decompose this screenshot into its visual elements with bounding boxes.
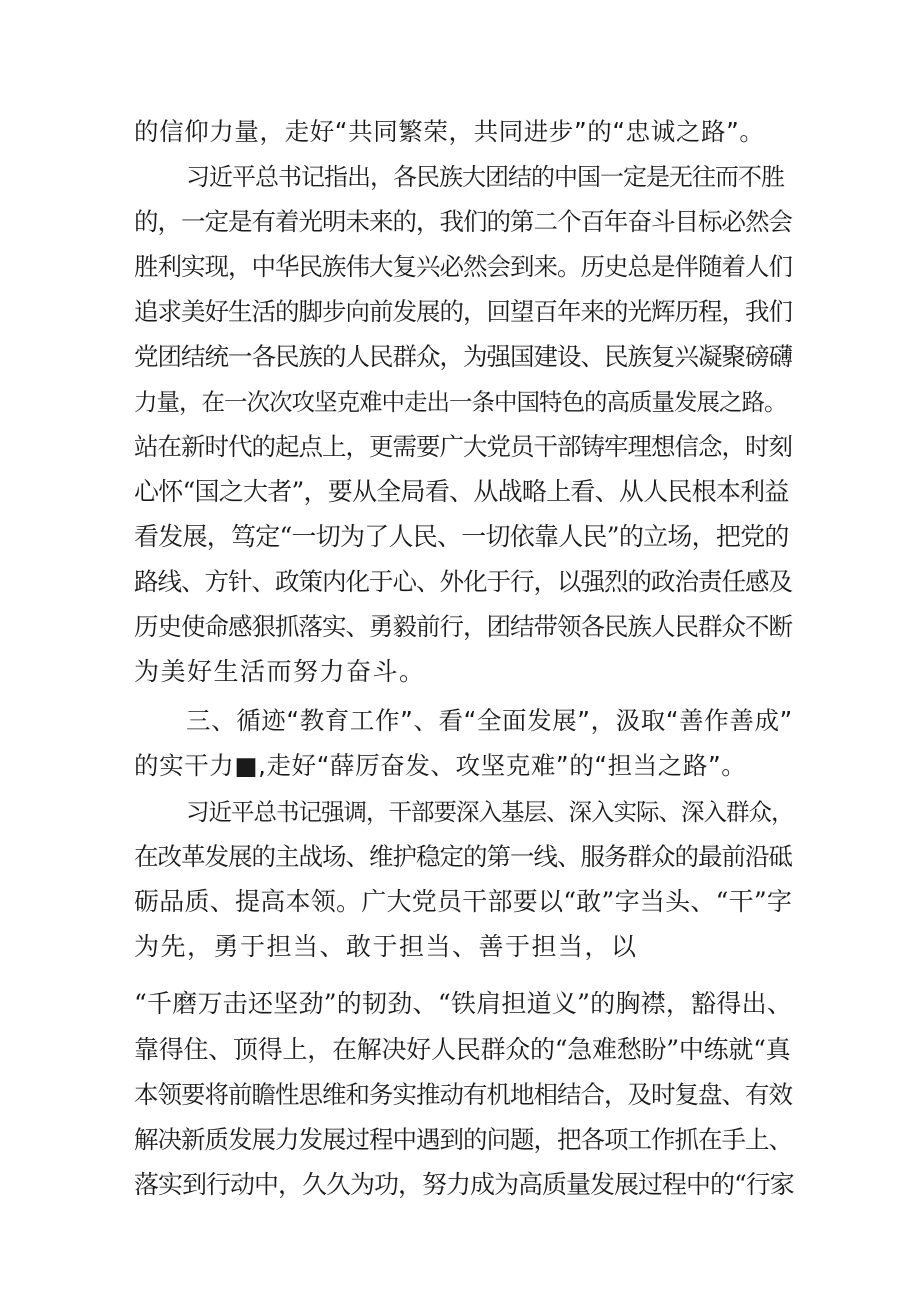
text-line: 的信仰力量，走好“共同繁荣，共同进步”的“忠诚之路”。 [134,117,765,146]
text-line: 看发展，笃定“一切为了人民、一切依靠人民”的立场，把党的 [134,522,789,551]
text-line: 党团结统一各民族的人民群众，为强国建设、民族复兴凝聚磅礴 [134,342,792,371]
text-line: 靠得住、顶得上，在解决好人民群众的“急难愁盼”中练就“真 [134,1035,791,1064]
text-line: 在改革发展的主战场、维护稳定的第一线、服务群众的最前沿砥 [134,842,792,871]
text-line: 为先，勇于担当、敢于担当、善于担当，以 [134,932,638,961]
text-line: 解决新质发展力发展过程中遇到的问题，把各项工作抓在手上、 [134,1125,792,1154]
text-line: 力量，在一次次攻坚克难中走出一条中国特色的高质量发展之路。 [134,388,787,416]
text-line: 站在新时代的起点上，更需要广大党员干部铸牢理想信念，时刻 [134,432,792,461]
text-line: 习近平总书记强调，干部要深入基层、深入实际、深入群众， [186,798,794,826]
text-line: “千磨万击还坚劲”的韧劲、“铁肩担道义”的胸襟，豁得出、 [134,989,793,1018]
text-line: 本领要将前瞻性思维和务实推动有机地相结合，及时复盘、有效 [134,1080,792,1109]
text-line: 习近平总书记指出，各民族大团结的中国一定是无往而不胜 [186,163,784,191]
text-line: 历史使命感狠抓落实、勇毅前行，团结带领各民族人民群众不断 [134,612,792,641]
section-heading: 三、循迹“教育工作”、看“全面发展”，汲取“善作善成” [186,706,793,735]
text-line: 砺品质、提高本领。广大党员干部要以“敢”字当头、“干”字 [134,887,793,916]
text-line: 路线、方针、政策内化于心、外化于行，以强烈的政治责任感及 [134,567,792,596]
text-line: 为美好生活而努力奋斗。 [134,657,426,686]
text-line: 心怀“国之大者”，要从全局看、从战略上看、从人民根本利益 [134,477,789,506]
text-line: 追求美好生活的脚步向前发展的，回望百年来的光辉历程，我们 [134,297,792,326]
text-line: 落实到行动中，久久为功，努力成为高质量发展过程中的“行家 [134,1170,794,1199]
text-line: 胜利实现，中华民族伟大复兴必然会到来。历史总是伴随着人们 [134,252,792,281]
section-heading: 的实干力■,走好“薛厉奋发、攻坚克难”的“担当之路”。 [134,751,747,780]
text-line: 的，一定是有着光明未来的，我们的第二个百年奋斗目标必然会 [134,207,792,236]
